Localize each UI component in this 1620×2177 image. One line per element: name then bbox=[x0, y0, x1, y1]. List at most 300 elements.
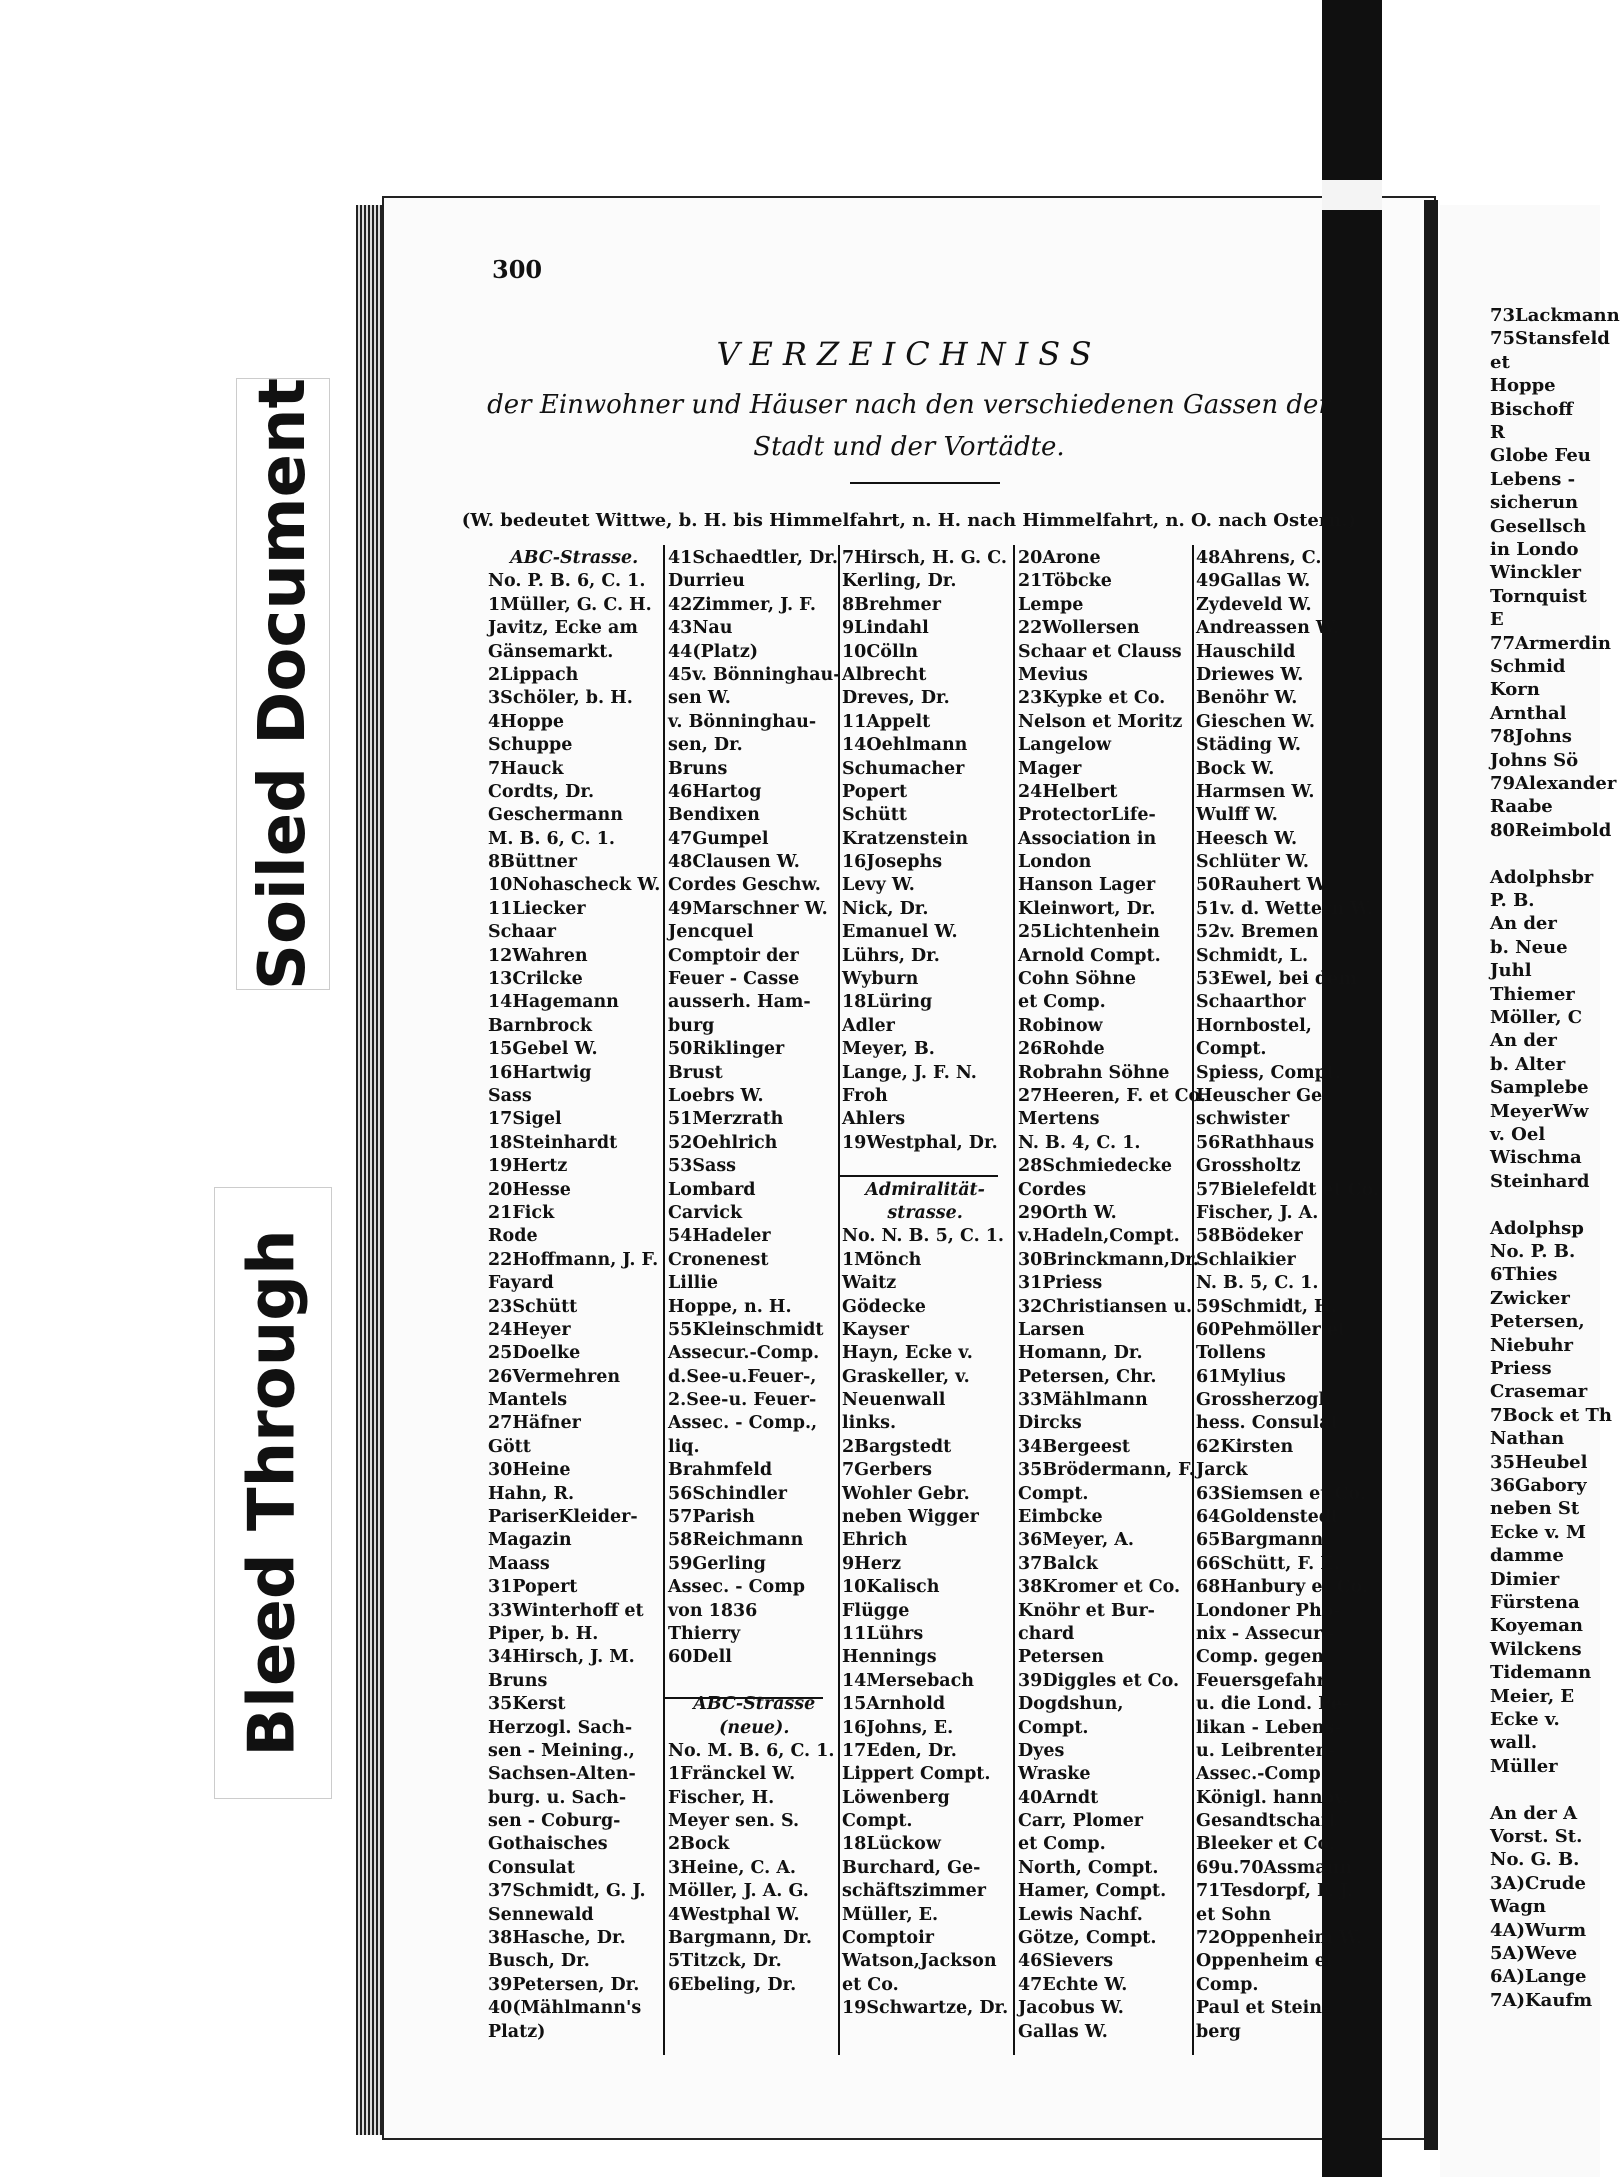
directory-entry: Heuscher Ge- bbox=[1196, 1085, 1330, 1106]
bleed-through-label bbox=[214, 1187, 332, 1799]
directory-entry: u. Leibrenten- bbox=[1196, 1740, 1336, 1761]
directory-entry: 14Mersebach bbox=[842, 1670, 975, 1691]
facing-page-entry: Adolphsp bbox=[1490, 1217, 1584, 1239]
directory-entry: Assec. - Comp bbox=[668, 1577, 805, 1598]
column-divider bbox=[1192, 545, 1194, 2055]
directory-entry: Andreassen W. bbox=[1196, 618, 1339, 639]
directory-entry: Harmsen W. bbox=[1196, 781, 1315, 802]
soiled-document-text: Soiled Document bbox=[246, 377, 320, 991]
directory-entry: Bendixen bbox=[668, 805, 760, 826]
directory-entry: 31Priess bbox=[1018, 1273, 1103, 1294]
directory-entry: Bock W. bbox=[1196, 758, 1275, 779]
facing-page-entry: Crasemar bbox=[1490, 1381, 1588, 1403]
directory-entry: Fayard bbox=[488, 1273, 554, 1294]
facing-page-entry: Thiemer bbox=[1490, 983, 1575, 1005]
directory-entry: Schumacher bbox=[842, 758, 965, 779]
directory-entry: 36Meyer, A. bbox=[1018, 1530, 1134, 1551]
directory-entry: 23Kypke et Co. bbox=[1018, 688, 1166, 709]
directory-entry: Hoppe, n. H. bbox=[668, 1296, 792, 1317]
directory-entry: M. B. 6, C. 1. bbox=[488, 828, 615, 849]
facing-page-entry: Raabe bbox=[1490, 796, 1553, 818]
directory-entry: Sachsen-Alten- bbox=[488, 1764, 636, 1785]
directory-entry: 38Kromer et Co. bbox=[1018, 1577, 1181, 1598]
directory-entry: 64Goldenstedt bbox=[1196, 1507, 1340, 1528]
directory-entry: Schütt bbox=[842, 805, 907, 826]
directory-entry: Meyer sen. S. bbox=[668, 1811, 800, 1832]
directory-entry: 19Hertz bbox=[488, 1156, 568, 1177]
directory-entry: No. M. B. 6, C. 1. bbox=[668, 1740, 835, 1761]
directory-entry: 1Müller, G. C. H. bbox=[488, 594, 652, 615]
facing-page-entry: Wagn bbox=[1490, 1896, 1546, 1918]
directory-entry: Jarck bbox=[1196, 1460, 1248, 1481]
column-divider bbox=[663, 545, 665, 2055]
directory-entry: Compt. bbox=[842, 1811, 913, 1832]
directory-entry: Flügge bbox=[842, 1600, 910, 1621]
directory-entry: Schuppe bbox=[488, 735, 573, 756]
directory-entry: Rode bbox=[488, 1226, 538, 1247]
directory-entry: 48Clausen W. bbox=[668, 852, 800, 873]
directory-entry: d.See-u.Feuer-, bbox=[668, 1366, 817, 1387]
facing-page-entry: Müller bbox=[1490, 1755, 1558, 1777]
facing-page-entry: Möller, C bbox=[1490, 1007, 1583, 1028]
directory-entry: Graskeller, v. bbox=[842, 1366, 970, 1387]
directory-entry: 12Wahren bbox=[488, 945, 588, 966]
directory-entry: 10Nohascheck W. bbox=[488, 875, 661, 896]
directory-entry: 18Lückow bbox=[842, 1834, 941, 1855]
directory-entry: Consulat bbox=[488, 1857, 575, 1878]
directory-entry: 26Rohde bbox=[1018, 1039, 1105, 1060]
directory-entry: 34Bergeest bbox=[1018, 1436, 1130, 1457]
directory-entry: Geschermann bbox=[488, 805, 623, 826]
directory-entry: Jencquel bbox=[668, 922, 754, 943]
facing-page-entry: Arnthal bbox=[1490, 702, 1567, 724]
directory-entry: Nick, Dr. bbox=[842, 898, 929, 919]
directory-entry: Schaar et Clauss bbox=[1018, 641, 1182, 662]
facing-page-entry: 79Alexander bbox=[1490, 773, 1617, 794]
directory-entry: 5Titzck, Dr. bbox=[668, 1951, 782, 1972]
directory-entry: Herzogl. Sach- bbox=[488, 1717, 633, 1738]
directory-entry: Müller, E. bbox=[842, 1904, 939, 1925]
directory-entry: 3Heine, C. A. bbox=[668, 1857, 797, 1878]
directory-entry: Cordts, Dr. bbox=[488, 781, 595, 802]
directory-entry: 4Westphal W. bbox=[668, 1904, 800, 1925]
facing-page-entry: Tidemann bbox=[1490, 1662, 1592, 1684]
directory-entry: Zydeveld W. bbox=[1196, 594, 1312, 615]
directory-entry: 28Schmiedecke bbox=[1018, 1156, 1172, 1177]
directory-entry: Magazin bbox=[488, 1530, 572, 1551]
directory-entry: 26Vermehren bbox=[488, 1366, 621, 1387]
directory-entry: Driewes W. bbox=[1196, 664, 1304, 685]
column-3 bbox=[842, 547, 1008, 2021]
directory-entry: Paul et Stein- bbox=[1196, 1998, 1330, 2019]
directory-entry: 13Crilcke bbox=[488, 969, 583, 990]
directory-entry: Bargmann, Dr. bbox=[668, 1928, 812, 1949]
directory-entry: Comptoir bbox=[842, 1928, 934, 1949]
facing-page-entry: E bbox=[1490, 609, 1504, 631]
facing-page-entry: Wischma bbox=[1490, 1147, 1582, 1169]
facing-page-entry: Korn bbox=[1490, 679, 1540, 701]
directory-entry: 9Herz bbox=[842, 1553, 902, 1574]
section-rule bbox=[663, 1697, 823, 1699]
directory-entry: Loebrs W. bbox=[668, 1085, 764, 1106]
directory-entry: et Sohn bbox=[1196, 1904, 1272, 1925]
directory-entry: schwister bbox=[1196, 1109, 1290, 1130]
directory-entry: 37Balck bbox=[1018, 1553, 1098, 1574]
directory-entry: Cordes Geschw. bbox=[668, 875, 821, 896]
directory-entry: Hayn, Ecke v. bbox=[842, 1343, 973, 1364]
directory-entry: Popert bbox=[842, 781, 908, 802]
directory-entry: Mertens bbox=[1018, 1109, 1100, 1130]
directory-entry: 46Hartog bbox=[668, 781, 762, 802]
directory-entry: Lippert Compt. bbox=[842, 1764, 991, 1785]
facing-page-entry: Dimier bbox=[1490, 1568, 1560, 1590]
directory-entry: 34Hirsch, J. M. bbox=[488, 1647, 635, 1668]
directory-entry: Gothaisches bbox=[488, 1834, 608, 1855]
directory-entry: et Comp. bbox=[1018, 992, 1106, 1013]
directory-entry: Lempe bbox=[1018, 594, 1084, 615]
directory-entry: likan - Lebens- bbox=[1196, 1717, 1342, 1738]
directory-entry: Städing W. bbox=[1196, 735, 1302, 756]
directory-entry: Albrecht bbox=[842, 664, 927, 685]
facing-page-entry: neben St bbox=[1490, 1498, 1580, 1520]
directory-entry: 46Sievers bbox=[1018, 1951, 1114, 1972]
column-4 bbox=[1018, 547, 1206, 2044]
directory-entry: 8Brehmer bbox=[842, 594, 941, 615]
directory-entry: Wohler Gebr. bbox=[842, 1483, 970, 1504]
directory-entry: Piper, b. H. bbox=[488, 1623, 599, 1644]
directory-entry: Javitz, Ecke am bbox=[488, 618, 638, 639]
directory-entry: 2Bargstedt bbox=[842, 1436, 952, 1457]
abbreviation-legend: (W. bedeutet Wittwe, b. H. bis Himmelfahrt, n. H. nach Himmelfahrt, n. O. nach Ostern.) bbox=[461, 510, 1357, 531]
facing-page-entry: Tornquist bbox=[1490, 585, 1587, 607]
dark-strip-gap bbox=[1322, 180, 1382, 210]
facing-page-entry: No. G. B. bbox=[1490, 1849, 1580, 1871]
facing-page-entry: Vorst. St. bbox=[1490, 1826, 1583, 1847]
page-number: 300 bbox=[492, 255, 543, 284]
directory-entry: 50Rauhert W. bbox=[1196, 875, 1330, 896]
directory-entry: Compt. bbox=[1018, 1717, 1089, 1738]
facing-page-entry: b. Neue bbox=[1490, 936, 1568, 958]
directory-entry: 7Gerbers bbox=[842, 1460, 932, 1481]
directory-entry: ABC-Strasse bbox=[693, 1694, 816, 1715]
directory-entry: et Comp. bbox=[1018, 1834, 1106, 1855]
directory-entry: Barnbrock bbox=[488, 1015, 592, 1036]
facing-page-entry: 5A)Weve bbox=[1490, 1943, 1578, 1964]
directory-entry: Ehrich bbox=[842, 1530, 908, 1551]
page-gutter bbox=[1424, 200, 1438, 2150]
facing-page-entry: Globe Feu bbox=[1490, 445, 1591, 467]
directory-entry: Spiess, Compt. bbox=[1196, 1062, 1342, 1083]
facing-page-entry: Johns Sö bbox=[1490, 749, 1579, 771]
directory-entry: 30Heine bbox=[488, 1460, 571, 1481]
directory-entry: No. P. B. 6, C. 1. bbox=[488, 571, 646, 592]
column-2 bbox=[668, 547, 841, 1997]
directory-entry: liq. bbox=[668, 1436, 700, 1457]
directory-entry: 59Schmidt, H. bbox=[1196, 1296, 1337, 1317]
directory-entry: (neue). bbox=[719, 1717, 790, 1738]
section-rule bbox=[838, 1175, 998, 1177]
directory-entry: ABC-Strasse. bbox=[510, 548, 639, 568]
directory-entry: Götze, Compt. bbox=[1018, 1928, 1157, 1949]
directory-entry: 37Schmidt, G. J. bbox=[488, 1881, 646, 1902]
facing-page-entry: 7Bock et Th bbox=[1490, 1404, 1612, 1426]
directory-entry: Comp. gegen bbox=[1196, 1647, 1325, 1668]
directory-entry: Wraske bbox=[1018, 1764, 1091, 1785]
directory-entry: Kayser bbox=[842, 1319, 909, 1340]
directory-entry: Knöhr et Bur- bbox=[1018, 1600, 1155, 1621]
directory-entry: Compt. bbox=[1196, 1039, 1267, 1060]
directory-entry: 32Christiansen u. bbox=[1018, 1296, 1193, 1317]
facing-page-entry: 75Stansfeld bbox=[1490, 328, 1610, 350]
directory-entry: Mevius bbox=[1018, 664, 1088, 685]
directory-entry: 53Ewel, bei dem bbox=[1196, 969, 1357, 990]
directory-entry: Thierry bbox=[668, 1623, 741, 1644]
facing-page-entry: P. B. bbox=[1490, 890, 1535, 911]
facing-page-entry: 80Reimbold bbox=[1490, 819, 1612, 841]
facing-page-entry: An der bbox=[1490, 913, 1557, 935]
directory-entry: Gödecke bbox=[842, 1296, 926, 1317]
column-divider bbox=[1013, 545, 1015, 2055]
facing-page-entry: 7A)Kaufm bbox=[1490, 1989, 1593, 2011]
directory-entry: nix - Assecur.- bbox=[1196, 1623, 1335, 1644]
directory-entry: 51v. d. Wettern W. bbox=[1196, 898, 1374, 919]
directory-entry: Gänsemarkt. bbox=[488, 641, 614, 662]
directory-entry: Carvick bbox=[668, 1202, 743, 1223]
directory-entry: Wyburn bbox=[842, 969, 919, 990]
directory-entry: 16Josephs bbox=[842, 852, 943, 873]
directory-entry: 40(Mählmann's bbox=[488, 1998, 642, 2019]
directory-entry: 20Arone bbox=[1018, 548, 1101, 568]
directory-entry: 56Schindler bbox=[668, 1483, 787, 1504]
directory-entry: 63Siemsen et Co. bbox=[1196, 1483, 1366, 1504]
directory-entry: Gesandtschaft bbox=[1196, 1811, 1337, 1832]
facing-page-entry: 73Lackmann bbox=[1490, 305, 1620, 326]
directory-entry: Fischer, J. A. bbox=[1196, 1202, 1319, 1223]
directory-entry: 23Schütt bbox=[488, 1296, 578, 1317]
column-divider bbox=[838, 545, 840, 2055]
directory-entry: v. Bönninghau- bbox=[668, 711, 817, 732]
directory-entry: 19Schwartze, Dr. bbox=[842, 1998, 1009, 2019]
directory-entry: 11Appelt bbox=[842, 711, 931, 732]
directory-entry: 59Gerling bbox=[668, 1553, 766, 1574]
directory-entry: Hahn, R. bbox=[488, 1483, 575, 1504]
directory-entry: 1Fränckel W. bbox=[668, 1764, 796, 1785]
directory-entry: 9Lindahl bbox=[842, 618, 929, 639]
directory-entry: Lange, J. F. N. bbox=[842, 1062, 977, 1083]
directory-entry: Assec. - Comp., bbox=[668, 1413, 818, 1434]
directory-entry: Feuer - Casse bbox=[668, 969, 800, 990]
directory-entry: Assecur.-Comp. bbox=[668, 1343, 820, 1364]
directory-entry: ausserh. Ham- bbox=[668, 992, 811, 1013]
facing-page-entry: Winckler bbox=[1490, 562, 1582, 584]
facing-page-entry: et bbox=[1490, 351, 1510, 373]
directory-entry: North, Compt. bbox=[1018, 1857, 1159, 1878]
facing-page-entry: Priess bbox=[1490, 1358, 1552, 1379]
directory-entry: Robrahn Söhne bbox=[1018, 1062, 1170, 1083]
directory-entry: Tollens bbox=[1196, 1343, 1266, 1364]
directory-entry: et Co. bbox=[842, 1974, 899, 1995]
directory-entry: strasse. bbox=[887, 1202, 963, 1223]
directory-entry: 49Marschner W. bbox=[668, 898, 828, 919]
directory-entry: Londoner Phö- bbox=[1196, 1600, 1341, 1621]
directory-entry: Froh bbox=[842, 1085, 888, 1106]
directory-entry: berg bbox=[1196, 2021, 1241, 2042]
directory-entry: Königl. hannov. bbox=[1196, 1787, 1349, 1808]
directory-entry: London bbox=[1018, 852, 1092, 873]
directory-entry: Fischer, H. bbox=[668, 1787, 775, 1808]
directory-entry: 33Mählmann bbox=[1018, 1390, 1148, 1411]
directory-entry: Schaar bbox=[488, 922, 556, 943]
directory-entry: 30Brinckmann,Dr. bbox=[1018, 1249, 1199, 1270]
directory-entry: Kerling, Dr. bbox=[842, 571, 957, 592]
facing-page-entry: 6Thies bbox=[1490, 1264, 1558, 1286]
facing-page-entry: Hoppe bbox=[1490, 375, 1556, 397]
facing-page-entry: No. P. B. bbox=[1490, 1241, 1576, 1262]
directory-entry: Gött bbox=[488, 1436, 531, 1457]
facing-page-entry: Adolphsbr bbox=[1490, 866, 1594, 888]
directory-entry: neben Wigger bbox=[842, 1507, 979, 1528]
directory-entry: 69u.70Assmann bbox=[1196, 1857, 1353, 1878]
directory-entry: Hamer, Compt. bbox=[1018, 1881, 1167, 1902]
directory-entry: Petersen bbox=[1018, 1647, 1104, 1668]
directory-entry: 39Diggles et Co. bbox=[1018, 1670, 1180, 1691]
directory-entry: 40Arndt bbox=[1018, 1787, 1099, 1808]
directory-entry: Hornbostel, bbox=[1196, 1015, 1312, 1036]
directory-entry: Löwenberg bbox=[842, 1787, 950, 1808]
directory-entry: Eimbcke bbox=[1018, 1507, 1103, 1528]
directory-entry: Bruns bbox=[488, 1670, 548, 1691]
directory-entry: sen - Meining., bbox=[488, 1740, 635, 1761]
directory-entry: Mager bbox=[1018, 758, 1082, 779]
directory-entry: 35Kerst bbox=[488, 1694, 566, 1715]
directory-entry: Brust bbox=[668, 1062, 723, 1083]
directory-entry: Langelow bbox=[1018, 735, 1112, 756]
directory-entry: Comptoir der bbox=[668, 945, 799, 966]
directory-entry: Hanson Lager bbox=[1018, 875, 1156, 896]
directory-entry: Busch, Dr. bbox=[488, 1951, 590, 1972]
directory-entry: Kratzenstein bbox=[842, 828, 969, 849]
directory-entry: Waitz bbox=[842, 1273, 897, 1294]
directory-entry: sen - Coburg- bbox=[488, 1811, 621, 1832]
directory-entry: Cordes bbox=[1018, 1179, 1087, 1200]
directory-entry: Assec.-Comp. bbox=[1196, 1764, 1327, 1785]
directory-entry: 58Bödeker bbox=[1196, 1226, 1303, 1247]
directory-entry: chard bbox=[1018, 1623, 1075, 1644]
directory-entry: 7Hauck bbox=[488, 758, 564, 779]
directory-entry: Benöhr W. bbox=[1196, 688, 1298, 709]
directory-entry: Hennings bbox=[842, 1647, 937, 1668]
directory-entry: Robinow bbox=[1018, 1015, 1103, 1036]
directory-entry: 1Mönch bbox=[842, 1249, 922, 1270]
directory-entry: 25Lichtenhein bbox=[1018, 922, 1160, 943]
directory-entry: v.Hadeln,Compt. bbox=[1018, 1226, 1180, 1247]
directory-entry: N. B. 4, C. 1. bbox=[1018, 1132, 1141, 1153]
directory-entry: 60Dell bbox=[668, 1647, 732, 1668]
directory-entry: 20Hesse bbox=[488, 1179, 571, 1200]
directory-entry: Meyer, B. bbox=[842, 1039, 935, 1060]
directory-entry: 47Gumpel bbox=[668, 828, 769, 849]
directory-entry: Schlüter W. bbox=[1196, 852, 1309, 873]
facing-page-entry: Schmid bbox=[1490, 656, 1566, 677]
directory-entry: Lührs, Dr. bbox=[842, 945, 940, 966]
directory-entry: Emanuel W. bbox=[842, 922, 958, 943]
facing-page-entry: damme bbox=[1490, 1545, 1564, 1567]
facing-page-entry: Fürstena bbox=[1490, 1592, 1580, 1613]
directory-entry: 6Ebeling, Dr. bbox=[668, 1974, 797, 1995]
page-edge-stack bbox=[356, 205, 386, 2135]
directory-entry: Cohn Söhne bbox=[1018, 969, 1137, 990]
facing-page bbox=[1440, 205, 1620, 2177]
directory-entry: Schmidt, L. bbox=[1196, 945, 1309, 966]
directory-entry: 31Popert bbox=[488, 1577, 578, 1598]
facing-page-entry: v. Oel bbox=[1490, 1124, 1546, 1145]
facing-page-entry: An der A bbox=[1490, 1802, 1578, 1824]
directory-entry: ProtectorLife- bbox=[1018, 805, 1156, 826]
directory-entry: N. B. 5, C. 1. bbox=[1196, 1273, 1319, 1294]
directory-entry: 2Lippach bbox=[488, 664, 579, 685]
directory-entry: 2.See-u. Feuer- bbox=[668, 1390, 817, 1411]
page-title: VERZEICHNISS bbox=[716, 335, 1102, 373]
subtitle-line-2: Stadt und der Vortädte. bbox=[753, 432, 1065, 462]
directory-entry: Dircks bbox=[1018, 1413, 1082, 1434]
facing-page-entry: Zwicker bbox=[1490, 1287, 1570, 1309]
directory-entry: 61Mylius bbox=[1196, 1366, 1286, 1387]
directory-entry: 21Töbcke bbox=[1018, 571, 1112, 592]
directory-entry: 47Echte W. bbox=[1018, 1974, 1128, 1995]
directory-entry: 16Johns, E. bbox=[842, 1717, 954, 1738]
directory-entry: 22Hoffmann, J. F. bbox=[488, 1249, 659, 1270]
directory-entry: 50Riklinger bbox=[668, 1039, 785, 1060]
directory-entry: 68Hanbury et Co. bbox=[1196, 1577, 1369, 1598]
directory-entry: 48Ahrens, C. bbox=[1196, 548, 1322, 568]
directory-entry: Comp. bbox=[1196, 1974, 1259, 1995]
directory-entry: 27Häfner bbox=[488, 1413, 581, 1434]
directory-entry: Hauschild bbox=[1196, 641, 1296, 662]
directory-entry: 14Hagemann bbox=[488, 992, 619, 1013]
directory-entry: Levy W. bbox=[842, 875, 915, 896]
directory-entry: 16Hartwig bbox=[488, 1062, 592, 1083]
facing-page-entry: sicherun bbox=[1490, 492, 1579, 514]
directory-entry: Gallas W. bbox=[1018, 2021, 1108, 2042]
facing-page-entry: Bischoff bbox=[1490, 398, 1574, 420]
directory-entry: 24Helbert bbox=[1018, 781, 1118, 802]
facing-page-entry: Koyeman bbox=[1490, 1615, 1583, 1637]
directory-entry: Feuersgefahr, bbox=[1196, 1670, 1331, 1691]
bleed-through-text: Bleed Through bbox=[236, 1229, 310, 1757]
column-5 bbox=[1196, 547, 1379, 2044]
directory-entry: Mantels bbox=[488, 1390, 568, 1411]
directory-entry: Carr, Plomer bbox=[1018, 1811, 1143, 1832]
directory-entry: 45v. Bönninghau- bbox=[668, 664, 841, 685]
directory-entry: 15Gebel W. bbox=[488, 1039, 598, 1060]
directory-entry: sen W. bbox=[668, 688, 731, 709]
facing-page-entry: Ecke v. M bbox=[1490, 1521, 1586, 1543]
directory-entry: 22Wollersen bbox=[1018, 618, 1140, 639]
directory-entry: 52v. Bremen bbox=[1196, 922, 1319, 943]
facing-page-entry: 6A)Lange bbox=[1490, 1966, 1587, 1988]
directory-entry: 54Hadeler bbox=[668, 1226, 771, 1247]
directory-entry: Cronenest bbox=[668, 1249, 769, 1270]
directory-entry: 14Oehlmann bbox=[842, 735, 968, 756]
directory-entry: Sass bbox=[488, 1085, 532, 1106]
directory-entry: 58Reichmann bbox=[668, 1530, 804, 1551]
directory-entry: Nelson et Moritz bbox=[1018, 711, 1183, 732]
directory-entry: 21Fick bbox=[488, 1202, 555, 1223]
directory-entry: 60Pehmöller et bbox=[1196, 1319, 1347, 1340]
directory-entry: Petersen, Chr. bbox=[1018, 1366, 1157, 1387]
facing-page-entry: Wilckens bbox=[1490, 1638, 1582, 1660]
directory-entry: 65Bargmann bbox=[1196, 1530, 1324, 1551]
